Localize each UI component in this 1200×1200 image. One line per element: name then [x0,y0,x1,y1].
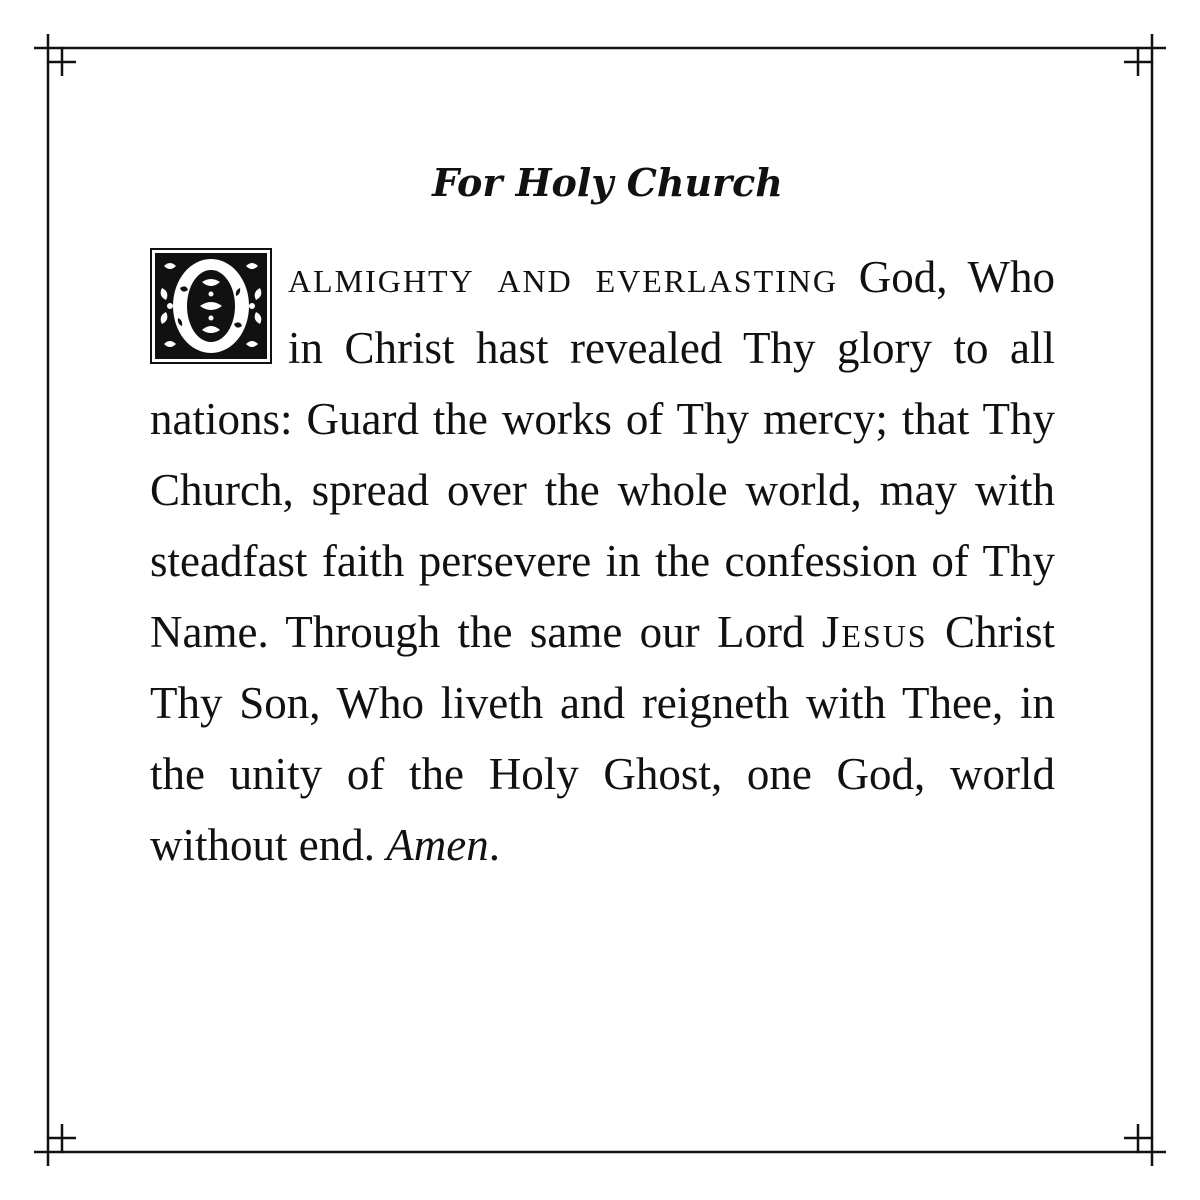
page-title: For Holy Church [432,160,783,205]
prayer-jesus-smallcaps: Jesus [821,606,928,657]
corner-ornament-bottom-left-icon [34,1124,76,1166]
corner-ornament-top-left-icon [34,34,76,76]
prayer-body-part-1: God, Who in Christ hast revealed Thy glory to all nations: Guard the works of Thy mercy; that Thy Church, spread over the whole world, may with steadfast faith persevere in the confession of Thy Name. Through the same our Lord [150,251,1055,657]
corner-ornament-top-right-icon [1124,34,1166,76]
prayer-final-punctuation: . [488,819,500,870]
prayer-amen: Amen [386,819,489,870]
prayer-content [150,160,1055,881]
prayer-text [150,242,1055,881]
prayer-opening-smallcaps: almighty and everlasting [288,251,838,302]
prayer-body-part-2: Christ Thy Son, Who liveth and reigneth with Thee, in the unity of the Holy Ghost, one God, world without end. [150,606,1055,870]
corner-ornament-bottom-right-icon [1124,1124,1166,1166]
decorated-initial-icon [150,248,272,364]
